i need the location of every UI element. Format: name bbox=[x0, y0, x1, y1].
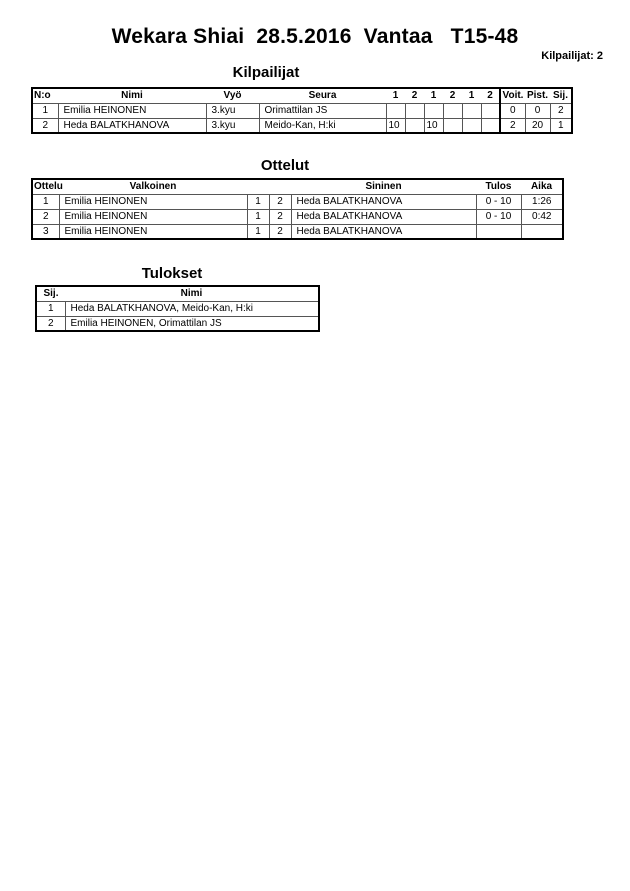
table-cell: 0 - 10 bbox=[476, 194, 521, 209]
table-cell: 2 bbox=[36, 316, 65, 331]
table-cell bbox=[462, 103, 481, 118]
column-header: Nimi bbox=[58, 88, 206, 103]
table-cell: Meido-Kan, H:ki bbox=[259, 118, 386, 133]
table-cell: Emilia HEINONEN bbox=[59, 224, 247, 239]
column-header: 1 bbox=[386, 88, 405, 103]
table-cell bbox=[405, 118, 424, 133]
column-header: Pist. bbox=[525, 88, 550, 103]
column-header bbox=[247, 179, 269, 194]
column-header: 1 bbox=[462, 88, 481, 103]
table-cell: Orimattilan JS bbox=[259, 103, 386, 118]
table-cell: 3.kyu bbox=[206, 103, 259, 118]
table-cell bbox=[386, 103, 405, 118]
participants-count-label: Kilpailijat: 2 bbox=[541, 50, 603, 62]
table-cell: 10 bbox=[424, 118, 443, 133]
table-header-row bbox=[32, 179, 563, 194]
column-header: Sij. bbox=[36, 286, 65, 301]
table-cell: 0 bbox=[525, 103, 550, 118]
table-header-row bbox=[36, 286, 319, 301]
table-cell: 2 bbox=[269, 194, 291, 209]
kilpailijat-section-heading: Kilpailijat bbox=[232, 64, 300, 81]
table-cell: 0:42 bbox=[521, 209, 563, 224]
table-cell: 2 bbox=[32, 209, 59, 224]
column-header: 2 bbox=[405, 88, 424, 103]
table-cell: Heda BALATKHANOVA bbox=[291, 194, 476, 209]
table-cell: 1 bbox=[247, 209, 269, 224]
column-header: Vyö bbox=[206, 88, 259, 103]
table-row bbox=[32, 118, 572, 133]
table-cell: 1 bbox=[247, 224, 269, 239]
column-header: Ottelu bbox=[32, 179, 59, 194]
table-cell: 0 - 10 bbox=[476, 209, 521, 224]
table-row bbox=[32, 224, 563, 239]
tulokset-table bbox=[35, 285, 320, 332]
table-cell bbox=[443, 103, 462, 118]
table-cell: Emilia HEINONEN, Orimattilan JS bbox=[65, 316, 319, 331]
table-cell: 0 bbox=[500, 103, 525, 118]
table-cell: Emilia HEINONEN bbox=[59, 194, 247, 209]
column-header: Seura bbox=[259, 88, 386, 103]
table-cell bbox=[405, 103, 424, 118]
table-cell: 2 bbox=[500, 118, 525, 133]
table-cell: 1 bbox=[32, 103, 58, 118]
table-row bbox=[32, 209, 563, 224]
column-header: Valkoinen bbox=[59, 179, 247, 194]
column-header: 1 bbox=[424, 88, 443, 103]
table-cell: 1:26 bbox=[521, 194, 563, 209]
ottelut-table bbox=[31, 178, 564, 240]
table-cell bbox=[481, 118, 500, 133]
table-cell: Heda BALATKHANOVA bbox=[291, 224, 476, 239]
ottelut-section-heading: Ottelut bbox=[260, 157, 310, 174]
table-cell bbox=[476, 224, 521, 239]
table-cell: 1 bbox=[36, 301, 65, 316]
table-cell: 1 bbox=[550, 118, 572, 133]
column-header: Sij. bbox=[550, 88, 572, 103]
table-cell bbox=[481, 103, 500, 118]
table-row bbox=[36, 301, 319, 316]
table-row bbox=[32, 103, 572, 118]
table-cell bbox=[424, 103, 443, 118]
table-cell: 2 bbox=[269, 224, 291, 239]
table-cell: 3 bbox=[32, 224, 59, 239]
kilpailijat-table bbox=[31, 87, 573, 134]
column-header: N:o bbox=[32, 88, 58, 103]
table-cell: 1 bbox=[32, 194, 59, 209]
table-cell: 3.kyu bbox=[206, 118, 259, 133]
table-header-row bbox=[32, 88, 572, 103]
column-header bbox=[269, 179, 291, 194]
column-header: Aika bbox=[521, 179, 563, 194]
column-header: Voit. bbox=[500, 88, 525, 103]
table-cell: 1 bbox=[247, 194, 269, 209]
page-title: Wekara Shiai 28.5.2016 Vantaa T15-48 bbox=[111, 25, 519, 48]
column-header: Tulos bbox=[476, 179, 521, 194]
table-cell: 20 bbox=[525, 118, 550, 133]
table-cell: 2 bbox=[269, 209, 291, 224]
tulokset-section-heading: Tulokset bbox=[141, 265, 203, 282]
column-header: 2 bbox=[443, 88, 462, 103]
column-header: Sininen bbox=[291, 179, 476, 194]
table-cell: Emilia HEINONEN bbox=[59, 209, 247, 224]
table-cell bbox=[462, 118, 481, 133]
table-row bbox=[36, 316, 319, 331]
table-cell bbox=[443, 118, 462, 133]
table-cell: Heda BALATKHANOVA bbox=[58, 118, 206, 133]
table-cell: Heda BALATKHANOVA, Meido-Kan, H:ki bbox=[65, 301, 319, 316]
table-cell: Heda BALATKHANOVA bbox=[291, 209, 476, 224]
column-header: 2 bbox=[481, 88, 500, 103]
table-row bbox=[32, 194, 563, 209]
table-cell: 2 bbox=[32, 118, 58, 133]
table-cell bbox=[521, 224, 563, 239]
column-header: Nimi bbox=[65, 286, 319, 301]
table-cell: Emilia HEINONEN bbox=[58, 103, 206, 118]
table-cell: 2 bbox=[550, 103, 572, 118]
table-cell: 10 bbox=[386, 118, 405, 133]
